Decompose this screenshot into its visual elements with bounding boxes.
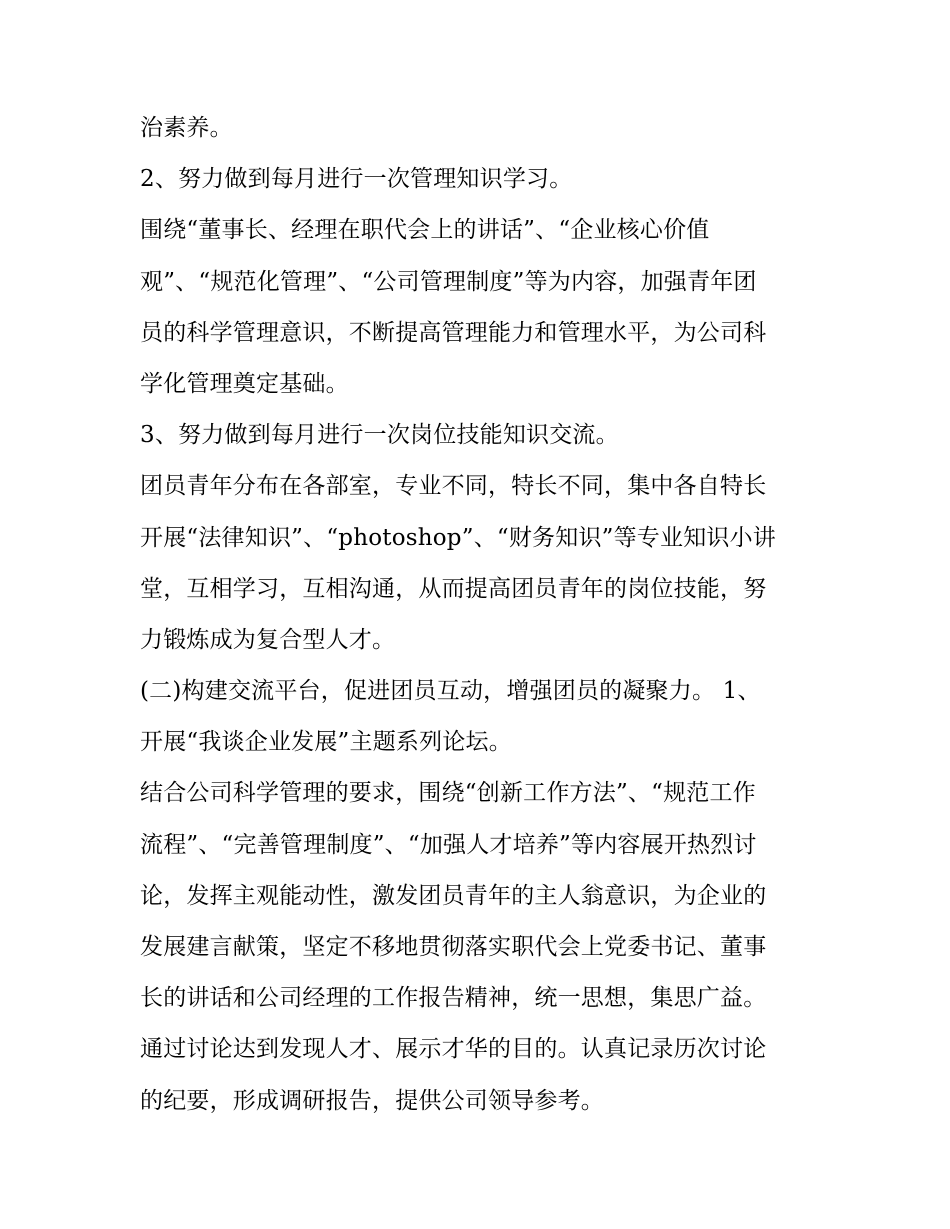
text-line: 的纪要，形成调研报告，提供公司领导参考。 bbox=[140, 1087, 604, 1114]
text-line: 开展“法律知识”、“photoshop”、“财务知识”等专业知识小讲 bbox=[140, 524, 777, 551]
text-line: 治素养。 bbox=[140, 115, 233, 141]
text-line: 2、努力做到每月进行一次管理知识学习。 bbox=[140, 166, 573, 193]
text-line: 力锻炼成为复合型人才。 bbox=[140, 626, 396, 653]
document-body bbox=[140, 103, 820, 1127]
text-line: 学化管理奠定基础。 bbox=[140, 370, 349, 397]
text-line: 堂，互相学习，互相沟通，从而提高团员青年的岗位技能，努 bbox=[140, 575, 767, 602]
text-line: 开展“我谈企业发展”主题系列论坛。 bbox=[140, 729, 512, 756]
text-line: 结合公司科学管理的要求，围绕“创新工作方法”、“规范工作 bbox=[140, 780, 756, 807]
text-line: 长的讲话和公司经理的工作报告精神，统一思想，集思广益。 bbox=[140, 985, 767, 1012]
text-line: 论，发挥主观能动性，激发团员青年的主人翁意识，为企业的 bbox=[140, 882, 767, 909]
text-line: 围绕“董事长、经理在职代会上的讲话”、“企业核心价值 bbox=[140, 217, 710, 244]
text-line: 团员青年分布在各部室，专业不同，特长不同，集中各自特长 bbox=[140, 473, 767, 500]
text-line: 3、努力做到每月进行一次岗位技能知识交流。 bbox=[140, 422, 619, 449]
text-line: (二)构建交流平台，促进团员互动，增强团员的凝聚力。 1、 bbox=[140, 678, 761, 705]
text-line: 观”、“规范化管理”、“公司管理制度”等为内容，加强青年团 bbox=[140, 268, 757, 295]
text-line: 流程”、“完善管理制度”、“加强人才培养”等内容展开热烈讨 bbox=[140, 831, 757, 858]
text-line: 员的科学管理意识，不断提高管理能力和管理水平，为公司科 bbox=[140, 319, 767, 346]
text-line: 通过讨论达到发现人才、展示才华的目的。认真记录历次讨论 bbox=[140, 1036, 767, 1063]
text-line: 发展建言献策，坚定不移地贯彻落实职代会上党委书记、董事 bbox=[140, 934, 767, 960]
